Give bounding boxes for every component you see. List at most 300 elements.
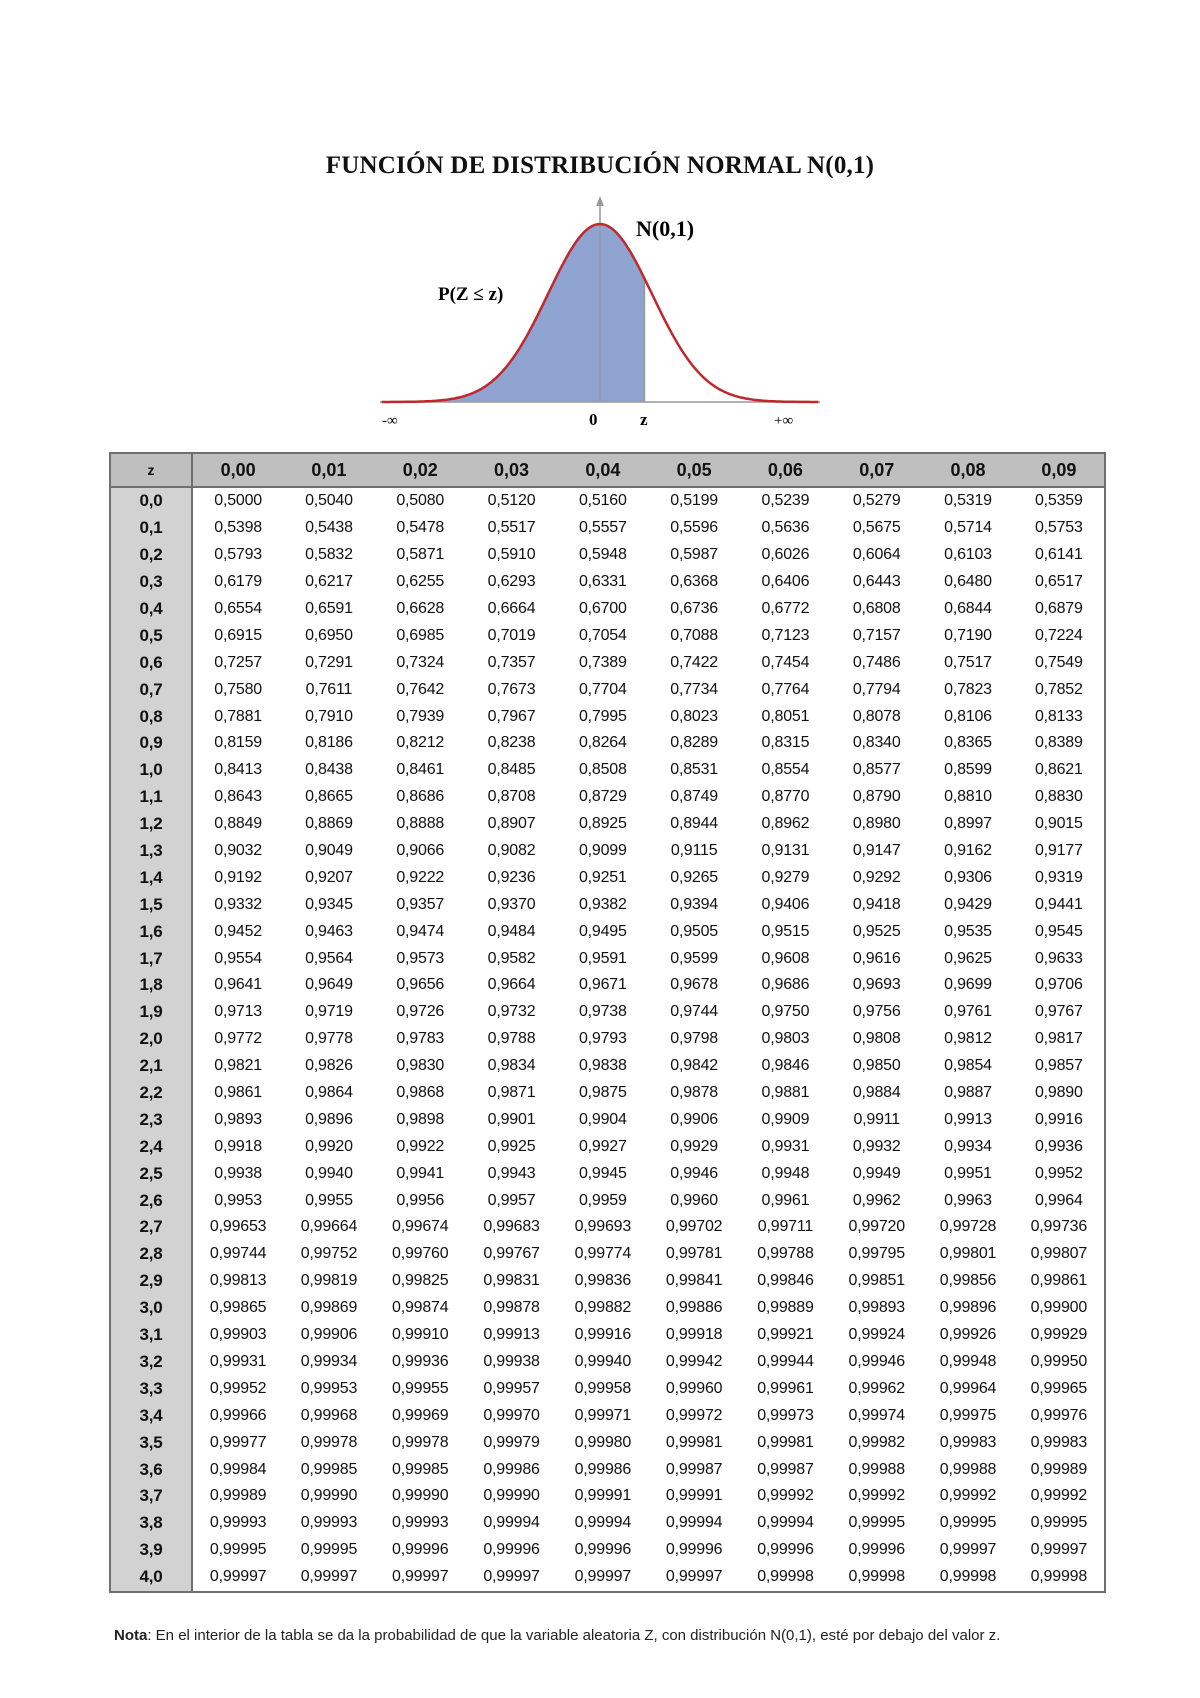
probability-cell: 0,99918 [665,1326,723,1344]
probability-cell: 0,6517 [1034,573,1083,591]
probability-cell: 0,9699 [944,976,992,994]
row-z-value: 3,0 [110,1295,192,1322]
probability-cell: 0,8159 [214,734,263,752]
probability-cell: 0,9904 [578,1110,627,1128]
row-z-value: 3,1 [110,1322,192,1349]
probability-cell: 0,7549 [1034,653,1083,671]
probability-cell: 0,9940 [305,1164,353,1182]
probability-cell: 0,99989 [1030,1460,1088,1478]
probability-cell: 0,7734 [670,680,718,698]
probability-cell: 0,99720 [848,1218,905,1236]
probability-cell: 0,99969 [392,1406,449,1424]
probability-cell: 0,9931 [761,1137,810,1155]
probability-cell: 0,99978 [392,1433,449,1451]
probability-cell: 0,7357 [487,653,536,671]
probability-cell: 0,5714 [944,519,992,537]
probability-cell: 0,99788 [757,1245,814,1263]
probability-area [382,224,645,402]
probability-cell: 0,8264 [578,734,627,752]
row-z-value: 1,3 [110,838,192,865]
probability-cell: 0,8686 [396,788,445,806]
probability-cell: 0,99990 [392,1487,449,1505]
probability-cell: 0,9066 [396,842,445,860]
probability-cell: 0,99846 [757,1272,814,1290]
probability-cell: 0,8708 [487,788,536,806]
table-row [110,1375,1105,1402]
probability-cell: 0,8133 [1034,707,1083,725]
probability-cell: 0,9922 [396,1137,445,1155]
probability-cell: 0,99869 [300,1299,358,1317]
probability-cell: 0,9332 [214,895,263,913]
probability-cell: 0,9429 [944,895,992,913]
probability-cell: 0,9767 [1034,1003,1083,1021]
row-z-value: 0,7 [110,676,192,703]
probability-cell: 0,9686 [761,976,810,994]
probability-cell: 0,99996 [665,1541,723,1559]
probability-cell: 0,8078 [852,707,901,725]
probability-cell: 0,99995 [1030,1514,1088,1532]
probability-cell: 0,6064 [852,546,901,564]
probability-cell: 0,99929 [1030,1326,1088,1344]
probability-cell: 0,99965 [1030,1379,1088,1397]
probability-cell: 0,8315 [761,734,810,752]
row-z-value: 2,5 [110,1160,192,1187]
probability-cell: 0,9554 [214,949,263,967]
probability-cell: 0,99903 [209,1326,267,1344]
probability-cell: 0,99983 [1030,1433,1088,1451]
probability-cell: 0,6255 [396,573,445,591]
probability-cell: 0,8790 [852,788,901,806]
probability-cell: 0,99970 [483,1406,540,1424]
probability-cell: 0,9953 [214,1191,263,1209]
table-row [110,1349,1105,1376]
probability-cell: 0,8749 [670,788,718,806]
probability-cell: 0,99976 [1030,1406,1088,1424]
probability-cell: 0,9207 [305,868,353,886]
z-table [109,452,1106,1593]
row-z-value: 2,8 [110,1241,192,1268]
probability-cell: 0,9406 [761,895,810,913]
probability-cell: 0,9936 [1034,1137,1083,1155]
probability-cell: 0,8849 [214,815,263,833]
probability-cell: 0,99940 [574,1352,632,1370]
probability-cell: 0,9452 [214,922,263,940]
probability-cell: 0,9920 [305,1137,353,1155]
probability-cell: 0,99683 [483,1218,540,1236]
table-row [110,999,1105,1026]
probability-cell: 0,99977 [209,1433,267,1451]
probability-cell: 0,6591 [305,600,353,617]
probability-cell: 0,8106 [944,707,992,725]
probability-cell: 0,99674 [392,1218,449,1236]
probability-cell: 0,99924 [848,1326,905,1344]
row-z-value: 2,7 [110,1214,192,1241]
probability-cell: 0,99978 [300,1433,358,1451]
probability-cell: 0,7019 [487,626,536,644]
probability-cell: 0,9803 [761,1030,810,1048]
probability-cell: 0,9115 [670,842,718,860]
probability-cell: 0,99998 [848,1568,905,1586]
probability-cell: 0,99985 [392,1460,449,1478]
probability-cell: 0,9726 [396,1003,445,1021]
probability-cell: 0,5753 [1034,519,1083,537]
probability-cell: 0,8729 [578,788,627,806]
probability-cell: 0,99693 [574,1218,632,1236]
probability-cell: 0,8238 [487,734,536,752]
table-row [110,811,1105,838]
probability-cell: 0,9929 [670,1137,718,1155]
probability-cell: 0,99819 [300,1272,358,1290]
row-z-value: 0,3 [110,569,192,596]
probability-cell: 0,5948 [578,546,627,564]
probability-cell: 0,99974 [848,1406,905,1424]
probability-cell: 0,6700 [578,600,627,617]
normal-curve-figure [380,192,820,432]
probability-cell: 0,5517 [487,519,536,537]
probability-cell: 0,9868 [396,1084,445,1102]
probability-cell: 0,7517 [944,653,992,671]
probability-cell: 0,99916 [574,1326,632,1344]
table-row [110,649,1105,676]
probability-cell: 0,99744 [209,1245,267,1263]
probability-cell: 0,9881 [761,1084,810,1102]
probability-cell: 0,99946 [848,1352,905,1370]
probability-cell: 0,99961 [757,1379,814,1397]
probability-cell: 0,99995 [209,1541,267,1559]
probability-cell: 0,9938 [214,1164,263,1182]
probability-cell: 0,6368 [670,573,718,591]
probability-cell: 0,99990 [300,1487,358,1505]
column-header: 0,07 [831,453,922,487]
table-row [110,1133,1105,1160]
probability-cell: 0,9535 [944,922,992,940]
probability-cell: 0,99889 [757,1299,814,1317]
probability-cell: 0,9945 [578,1164,627,1182]
row-z-value: 3,5 [110,1429,192,1456]
probability-cell: 0,8531 [670,761,718,779]
probability-cell: 0,9817 [1034,1030,1083,1048]
probability-cell: 0,6406 [761,573,810,591]
row-z-value: 1,9 [110,999,192,1026]
probability-cell: 0,5080 [396,492,445,510]
probability-cell: 0,99986 [574,1460,632,1478]
probability-cell: 0,6772 [761,600,810,617]
probability-cell: 0,99997 [209,1568,267,1586]
probability-cell: 0,9951 [944,1164,992,1182]
probability-cell: 0,99982 [848,1433,905,1451]
probability-cell: 0,9525 [852,922,901,940]
probability-cell: 0,99995 [848,1514,905,1532]
probability-cell: 0,7324 [396,653,445,671]
probability-cell: 0,9948 [761,1164,810,1182]
probability-cell: 0,6736 [670,600,718,617]
probability-cell: 0,5000 [214,492,263,510]
probability-cell: 0,9959 [578,1191,627,1209]
probability-cell: 0,9896 [305,1110,353,1128]
probability-cell: 0,7611 [305,680,353,698]
probability-cell: 0,6293 [487,573,536,591]
probability-cell: 0,9573 [396,949,445,967]
probability-cell: 0,99736 [1030,1218,1088,1236]
table-row [110,1026,1105,1053]
probability-cell: 0,99997 [392,1568,449,1586]
probability-cell: 0,5478 [396,519,445,537]
probability-cell: 0,99836 [574,1272,632,1290]
probability-cell: 0,99979 [483,1433,540,1451]
column-header: 0,06 [740,453,831,487]
probability-cell: 0,99987 [665,1460,723,1478]
probability-cell: 0,99938 [483,1352,540,1370]
probability-cell: 0,6554 [214,600,263,617]
probability-cell: 0,99865 [209,1299,267,1317]
probability-cell: 0,7088 [670,626,718,644]
table-row [110,1429,1105,1456]
probability-cell: 0,9394 [670,895,718,913]
probability-cell: 0,9798 [670,1030,718,1048]
probability-cell: 0,8577 [852,761,901,779]
probability-cell: 0,9738 [578,1003,627,1021]
probability-cell: 0,9345 [305,895,353,913]
probability-cell: 0,99972 [665,1406,723,1424]
table-row [110,1564,1105,1592]
probability-cell: 0,99960 [665,1379,723,1397]
row-z-value: 0,4 [110,596,192,623]
probability-cell: 0,9952 [1034,1164,1083,1182]
probability-cell: 0,9222 [396,868,445,886]
probability-cell: 0,8340 [852,734,901,752]
probability-cell: 0,99992 [757,1487,814,1505]
probability-cell: 0,9474 [396,922,445,940]
probability-cell: 0,7967 [487,707,536,725]
probability-cell: 0,9925 [487,1137,536,1155]
probability-cell: 0,7580 [214,680,263,698]
probability-cell: 0,5160 [578,492,627,510]
probability-cell: 0,8810 [944,788,992,806]
table-row [110,757,1105,784]
probability-cell: 0,7939 [396,707,445,725]
probability-cell: 0,7486 [852,653,901,671]
table-row [110,864,1105,891]
axis-arrow-icon [596,196,604,206]
column-header: 0,01 [283,453,374,487]
probability-cell: 0,9911 [853,1110,900,1128]
probability-cell: 0,9812 [944,1030,992,1048]
probability-cell: 0,99948 [939,1352,997,1370]
probability-cell: 0,99926 [939,1326,997,1344]
probability-cell: 0,9292 [852,868,901,886]
probability-cell: 0,99906 [300,1326,358,1344]
probability-cell: 0,8438 [305,761,353,779]
probability-cell: 0,99934 [300,1352,358,1370]
probability-cell: 0,5871 [396,546,445,564]
probability-cell: 0,7881 [214,707,263,725]
probability-cell: 0,9656 [396,976,445,994]
row-z-value: 0,9 [110,730,192,757]
probability-cell: 0,6179 [214,573,263,591]
probability-cell: 0,8289 [670,734,718,752]
row-z-value: 3,9 [110,1537,192,1564]
probability-cell: 0,99985 [300,1460,358,1478]
probability-cell: 0,9599 [670,949,718,967]
probability-cell: 0,99992 [848,1487,905,1505]
probability-cell: 0,9943 [487,1164,536,1182]
probability-cell: 0,99966 [209,1406,267,1424]
probability-cell: 0,99896 [939,1299,997,1317]
probability-cell: 0,9875 [578,1084,627,1102]
probability-cell: 0,99964 [939,1379,997,1397]
row-z-value: 3,7 [110,1483,192,1510]
probability-cell: 0,9871 [487,1084,536,1102]
footnote-text: : En el interior de la tabla se da la probabilidad de que la variable aleatoria Z, con distribución N(0,1), esté por debajo del valor z. [147,1627,1001,1644]
probability-cell: 0,99981 [757,1433,814,1451]
probability-cell: 0,99957 [483,1379,540,1397]
probability-cell: 0,8643 [214,788,263,806]
probability-cell: 0,99988 [939,1460,997,1478]
probability-cell: 0,6844 [944,600,992,617]
probability-cell: 0,99994 [483,1514,540,1532]
probability-cell: 0,9778 [305,1030,353,1048]
probability-cell: 0,5910 [487,546,536,564]
probability-cell: 0,99952 [209,1379,267,1397]
axis-label-plus-infinity: +∞ [774,413,794,429]
probability-cell: 0,99971 [574,1406,632,1424]
probability-cell: 0,99994 [574,1514,632,1532]
table-row [110,1241,1105,1268]
probability-cell: 0,99991 [574,1487,632,1505]
probability-cell: 0,99996 [574,1541,632,1559]
probability-cell: 0,7823 [944,680,992,698]
row-z-value: 3,4 [110,1402,192,1429]
probability-cell: 0,9955 [305,1191,353,1209]
z-column-header: z [110,453,192,487]
probability-cell: 0,99874 [392,1299,449,1317]
table-row [110,1187,1105,1214]
probability-cell: 0,9949 [852,1164,901,1182]
probability-cell: 0,99825 [392,1272,449,1290]
probability-cell: 0,9846 [761,1057,810,1075]
probability-cell: 0,9608 [761,949,810,967]
row-z-value: 4,0 [110,1564,192,1592]
probability-cell: 0,8888 [396,815,445,833]
table-row [110,1295,1105,1322]
probability-cell: 0,99728 [939,1218,997,1236]
row-z-value: 2,3 [110,1106,192,1133]
probability-cell: 0,7389 [578,653,627,671]
probability-cell: 0,7764 [761,680,810,698]
probability-cell: 0,9463 [305,922,353,940]
row-z-value: 2,9 [110,1268,192,1295]
probability-cell: 0,99993 [209,1514,267,1532]
probability-cell: 0,99781 [665,1245,723,1263]
probability-cell: 0,6664 [487,600,536,617]
probability-cell: 0,9032 [214,842,263,860]
probability-cell: 0,9713 [214,1003,263,1021]
probability-cell: 0,7123 [761,626,810,644]
row-z-value: 3,6 [110,1456,192,1483]
probability-cell: 0,99813 [209,1272,267,1290]
probability-cell: 0,9850 [852,1057,901,1075]
table-row [110,703,1105,730]
curve-label: N(0,1) [636,216,695,241]
probability-cell: 0,6217 [305,573,353,591]
probability-cell: 0,6950 [305,626,353,644]
probability-cell: 0,9861 [214,1084,263,1102]
row-z-value: 0,0 [110,487,192,515]
table-row [110,945,1105,972]
probability-cell: 0,99931 [209,1352,267,1370]
probability-cell: 0,6628 [396,600,445,617]
probability-cell: 0,7852 [1034,680,1083,698]
probability-cell: 0,99995 [939,1514,997,1532]
probability-cell: 0,99950 [1030,1352,1088,1370]
probability-cell: 0,99861 [1030,1272,1088,1290]
probability-cell: 0,9082 [487,842,536,860]
probability-cell: 0,9756 [852,1003,901,1021]
probability-cell: 0,99980 [574,1433,632,1451]
row-z-value: 1,6 [110,918,192,945]
probability-cell: 0,5040 [305,492,353,510]
probability-cell: 0,99953 [300,1379,358,1397]
row-z-value: 1,7 [110,945,192,972]
probability-cell: 0,99995 [300,1541,358,1559]
probability-cell: 0,9783 [396,1030,445,1048]
probability-cell: 0,9957 [487,1191,536,1209]
probability-cell: 0,6879 [1034,600,1083,617]
probability-cell: 0,9706 [1034,976,1083,994]
column-header: 0,05 [648,453,739,487]
probability-cell: 0,99921 [757,1326,814,1344]
probability-cell: 0,99993 [300,1514,358,1532]
probability-cell: 0,9927 [578,1137,627,1155]
probability-cell: 0,99760 [392,1245,449,1263]
row-z-value: 0,6 [110,649,192,676]
probability-cell: 0,7054 [578,626,627,644]
probability-cell: 0,9484 [487,922,536,940]
probability-cell: 0,8997 [944,815,992,833]
probability-cell: 0,7422 [670,653,718,671]
table-row [110,838,1105,865]
probability-cell: 0,9788 [487,1030,536,1048]
probability-cell: 0,99702 [665,1218,723,1236]
probability-cell: 0,5239 [761,492,810,510]
probability-cell: 0,99942 [665,1352,723,1370]
row-z-value: 0,8 [110,703,192,730]
probability-cell: 0,5199 [670,492,718,510]
probability-cell: 0,9357 [396,895,445,913]
table-row [110,1537,1105,1564]
column-header: 0,09 [1014,453,1105,487]
probability-cell: 0,6480 [944,573,992,591]
probability-cell: 0,9505 [670,922,718,940]
probability-cell: 0,99878 [483,1299,540,1317]
probability-cell: 0,99955 [392,1379,449,1397]
probability-cell: 0,9901 [487,1110,536,1128]
probability-cell: 0,99998 [1030,1568,1088,1586]
probability-cell: 0,9582 [487,949,536,967]
column-header: 0,00 [192,453,283,487]
probability-cell: 0,9147 [852,842,901,860]
probability-cell: 0,6141 [1034,546,1083,564]
probability-cell: 0,99997 [483,1568,540,1586]
probability-cell: 0,8962 [761,815,810,833]
table-row [110,918,1105,945]
probability-cell: 0,99664 [300,1218,358,1236]
probability-cell: 0,6985 [396,626,445,644]
table-row [110,1106,1105,1133]
probability-cell: 0,5398 [214,519,263,537]
probability-cell: 0,99993 [392,1514,449,1532]
probability-cell: 0,7224 [1034,626,1083,644]
